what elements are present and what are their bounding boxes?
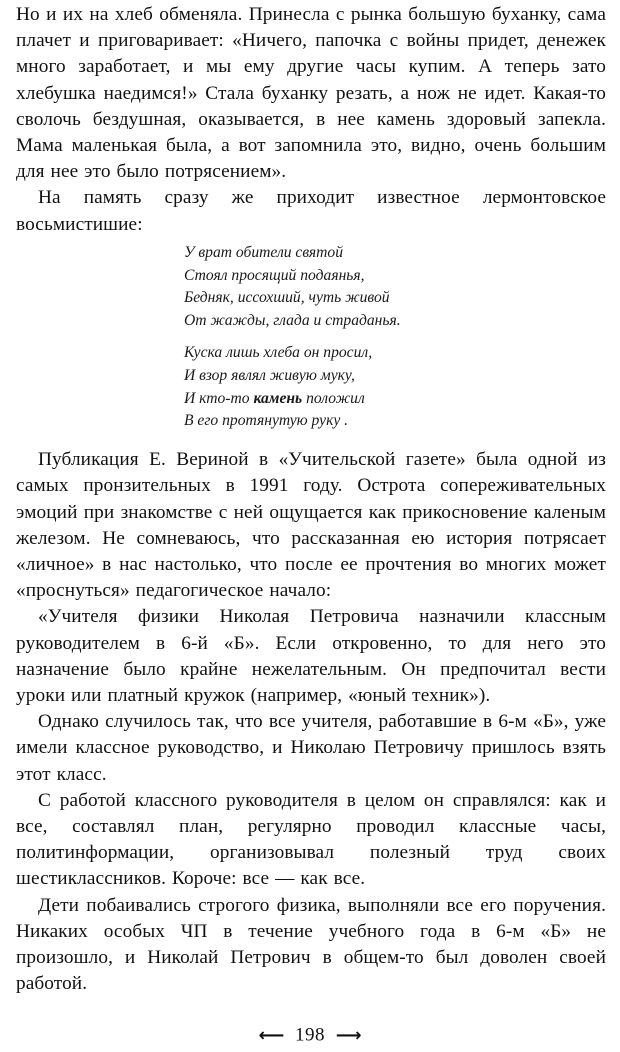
poem-stanza-2: [184, 342, 606, 433]
paragraph-class-taken: Однако случилось так, что все учителя, работавшие в 6-м «Б», уже имели классное руководство, и Николаю Петровичу пришлось взять этот класс.: [16, 711, 606, 785]
poem-emphasis-stone: камень: [253, 389, 303, 407]
paragraph-poem-intro: На память сразу же приходит известное лермонтовское восьмистишие:: [16, 187, 606, 235]
lermontov-poem: [184, 242, 606, 433]
poem-line-5: Куска лишь хлеба он просил,: [184, 344, 373, 362]
poem-line-7-end: положил: [302, 389, 365, 407]
paragraph-story-ending: Но и их на хлеб обменяла. Принесла с рынка большую буханку, сама плачет и приговаривает: «Ничего, папочка с войны придет, денежек много заработает, и мы ему другие часы купим. А теперь зато хлебушка наедимся!» Стала буханку резать, а нож не идет. Какая-то сволочь бездушная, оказывается, в нее камень здоровый запекла. Мама маленькая была, а вот запомнила это, видно, очень большим для нее это было потрясением».: [16, 4, 606, 183]
left-arrow-icon: ⟵: [258, 1024, 285, 1046]
poem-line-3: Бедняк, иссохший, чуть живой: [184, 289, 390, 307]
poem-line-2: Стоял просящий подаянья,: [184, 266, 365, 284]
right-arrow-icon: ⟶: [335, 1024, 362, 1046]
poem-line-1: У врат обители святой: [184, 243, 344, 261]
paragraph-teacher-assignment: «Учителя физики Николая Петровича назначили классным руководителем в 6-й «Б». Если откровенно, то для него это назначение было крайне нежелательным. Он предпочитал вести уроки или платный кружок (например, «юный техник»).: [16, 606, 606, 707]
poem-line-7: [184, 388, 606, 411]
poem-line-4: От жажды, глада и страданья.: [184, 312, 401, 330]
page-number: 198: [295, 1024, 325, 1046]
paragraph-class-work: С работой классного руководителя в целом он справлялся: как и все, составлял план, регулярно проводил классные часы, политинформации, организовывал полезный труд своих шестиклассников. Короче: все — как все.: [16, 789, 606, 890]
page-footer: [0, 1024, 620, 1047]
poem-stanza-1: [184, 242, 606, 333]
poem-line-6: И взор являл живую муку,: [184, 366, 355, 384]
poem-line-7-start: И кто-то: [184, 389, 254, 407]
paragraph-children: Дети побаивались строгого физика, выполняли все его поручения. Никаких особых ЧП в течение учебного года в 6-м «Б» не произошло, и Николай Петрович в общем-то был доволен своей работой.: [16, 894, 606, 995]
paragraph-publication: Публикация Е. Вериной в «Учительской газете» была одной из самых пронзительных в 1991 году. Острота сопереживательных эмоций при знакомстве с ней ощущается как прикосновение каленым железом. Не сомневаюсь, что рассказанная ею история потрясает «личное» в нас настолько, что после ее прочтения во многих может «проснуться» педагогическое начало:: [16, 449, 606, 602]
poem-line-8: В его протянутую руку .: [184, 412, 349, 430]
